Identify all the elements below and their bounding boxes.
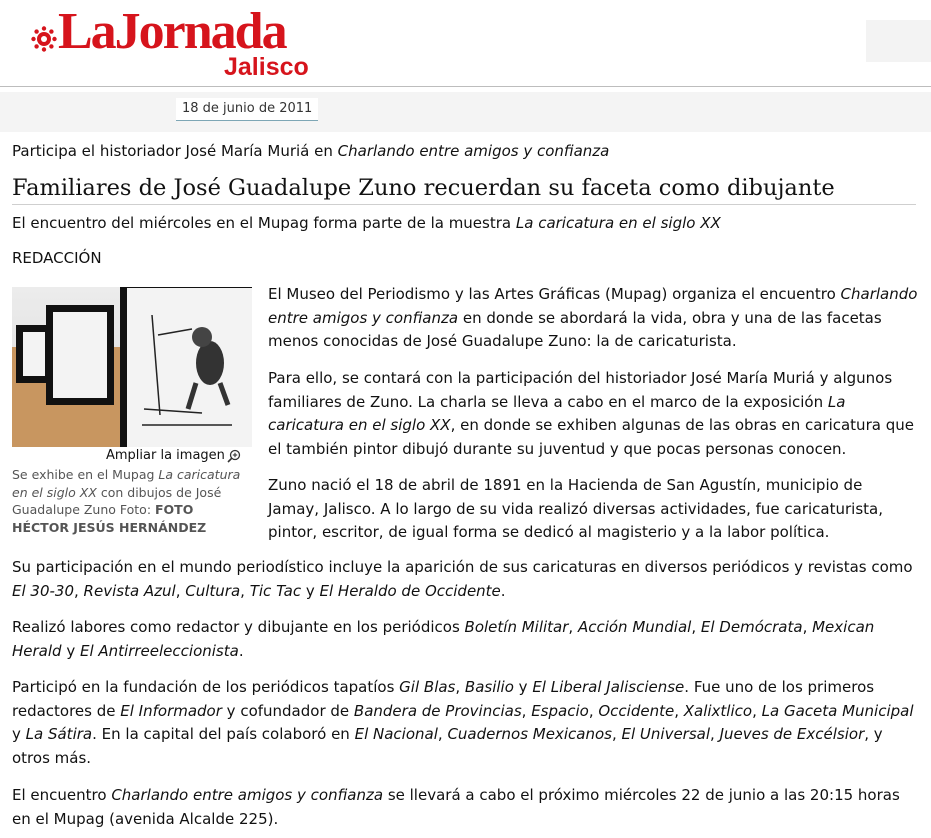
paragraph-italic: Jueves de Excélsior xyxy=(719,725,865,743)
paragraph-italic: Revista Azul xyxy=(83,581,176,600)
paragraph-text: , xyxy=(802,618,813,636)
paragraph-text: Para ello, se contará con la participación del historiador José María Muriá y algunos familiares de Zuno. La charla se lleva a cabo en el marco de la exposición xyxy=(268,369,893,411)
paragraph-italic: Espacio xyxy=(531,701,589,720)
paragraph-text: , xyxy=(691,618,701,636)
paragraph-italic: Xalixtlico xyxy=(683,701,753,720)
paragraph-italic: Basilio xyxy=(464,678,514,696)
article-subhead xyxy=(12,212,721,234)
date-band xyxy=(0,92,931,132)
caption-text-2: con dibujos de José Guadalupe Zuno Foto: xyxy=(12,484,222,517)
masthead xyxy=(0,0,931,88)
paragraph-italic: El Universal xyxy=(621,725,711,743)
kicker-italic: Charlando entre amigos y confianza xyxy=(337,142,610,160)
article-headline: Familiares de José Guadalupe Zuno recuerdan su faceta como dibujante xyxy=(12,174,916,205)
paragraph-italic: El Informador xyxy=(120,701,222,720)
paragraph-text: El Museo del Periodismo y las Artes Gráficas (Mupag) organiza el encuentro xyxy=(268,285,841,303)
paragraph-italic: El Liberal Jalisciense xyxy=(532,678,685,696)
paragraph-italic: Mexican Herald xyxy=(12,618,875,660)
paragraph-text: . xyxy=(238,641,244,660)
publication-date: 18 de junio de 2011 xyxy=(176,98,318,121)
paragraph-text: Zuno nació el 18 de abril de 1891 en la Hacienda de San Agustín, municipio de Jamay, Jalisco. A lo largo de su vida realizó diversas actividades, fue caricaturista, pintor, escritor, de igual forma se dedicó al magisterio y a la labor política. xyxy=(268,476,883,541)
paragraph-text: , xyxy=(710,725,720,743)
paragraph-text: en donde se abordará la vida, obra y una de las facetas menos conocidas de José Guadalupe Zuno: la de caricaturista. xyxy=(268,308,882,350)
paragraph-italic: Acción Mundial xyxy=(577,618,692,636)
paragraph-text: , xyxy=(240,581,250,600)
paragraph-text: y xyxy=(12,725,26,743)
article-kicker xyxy=(12,140,609,162)
magnifier-plus-icon[interactable] xyxy=(227,449,241,463)
sun-logo-icon xyxy=(31,26,57,52)
article-paragraph xyxy=(268,367,918,461)
paragraph-text: y xyxy=(301,581,320,600)
paragraph-text: Participó en la fundación de los periódicos tapatíos xyxy=(12,678,400,696)
paragraph-italic: La Gaceta Municipal xyxy=(761,701,914,720)
article-paragraph xyxy=(268,283,918,354)
paragraph-italic: Occidente xyxy=(598,701,675,720)
paragraph-italic: El Antirreeleccionista xyxy=(79,641,239,660)
paragraph-text: y cofundador de xyxy=(221,701,354,720)
paragraph-italic: Cuadernos Mexicanos xyxy=(447,725,612,743)
paragraph-text: y xyxy=(513,678,533,696)
paragraph-italic: El Demócrata xyxy=(700,618,803,636)
photo-caption xyxy=(12,466,252,536)
paragraph-text: Realizó labores como redactor y dibujante en los periódicos xyxy=(12,618,465,636)
subhead-italic: La caricatura en el siglo XX xyxy=(515,214,721,232)
header-divider xyxy=(0,86,931,87)
paragraph-text: . En la capital del país colaboró en xyxy=(92,725,355,743)
paragraph-text: , xyxy=(521,701,532,720)
paragraph-text: , xyxy=(674,701,684,720)
paragraph-text: , xyxy=(175,581,186,600)
photo-frame-middle xyxy=(46,305,114,405)
paragraph-text: , xyxy=(752,701,762,720)
caption-credit: FOTO HÉCTOR JESÚS HERNÁNDEZ xyxy=(12,502,207,535)
paragraph-text: , xyxy=(455,678,465,696)
paragraph-text: . xyxy=(500,581,506,600)
kicker-text: Participa el historiador José María Muriá en xyxy=(12,142,338,160)
paragraph-text: , xyxy=(568,618,578,636)
zoom-label[interactable]: Ampliar la imagen xyxy=(106,448,225,463)
paragraph-italic: El Heraldo de Occidente xyxy=(319,581,501,600)
paragraph-italic: Charlando entre amigos y confianza xyxy=(268,285,918,327)
paragraph-text: , y otros más. xyxy=(12,725,883,767)
paragraph-italic: El 30-30 xyxy=(12,581,74,600)
logo-jalisco[interactable]: Jalisco xyxy=(224,53,309,81)
paragraph-italic: Boletín Militar xyxy=(464,618,569,636)
photo-drawing xyxy=(132,305,242,435)
caption-italic: La caricatura en el siglo XX xyxy=(12,467,241,500)
article-paragraph xyxy=(12,616,917,663)
article-paragraph xyxy=(12,784,917,831)
paragraph-text: , en donde se exhiben algunas de las obras en caricatura que el también pintor dibujó durante su juventud y que pocas personas conocen. xyxy=(268,416,914,458)
subhead-text: El encuentro del miércoles en el Mupag forma parte de la muestra xyxy=(12,214,516,232)
paragraph-italic: El Nacional xyxy=(354,725,438,743)
paragraph-text: El encuentro xyxy=(12,786,112,804)
paragraph-text: , xyxy=(611,725,622,743)
paragraph-text: , xyxy=(588,701,599,720)
paragraph-italic: Bandera de Provincias xyxy=(353,701,522,720)
paragraph-italic: Tic Tac xyxy=(249,581,302,600)
caption-text: Se exhibe en el Mupag xyxy=(12,467,159,482)
paragraph-text: se llevará a cabo el próximo miércoles 22 de junio a las 20:15 horas en el Mupag (avenida Alcalde 225). xyxy=(12,786,900,828)
paragraph-italic: Charlando entre amigos y confianza xyxy=(111,786,384,804)
article-paragraph xyxy=(12,676,917,770)
paragraph-text: . Fue uno de los primeros redactores de xyxy=(12,678,875,720)
article-byline: REDACCIÓN xyxy=(12,249,102,267)
paragraph-italic: Gil Blas xyxy=(399,678,456,696)
article-paragraph xyxy=(12,556,917,603)
paragraph-text: y xyxy=(61,641,80,660)
article-paragraph xyxy=(268,474,918,545)
paragraph-italic: La Sátira xyxy=(25,725,93,743)
paragraph-text: , xyxy=(437,725,448,743)
paragraph-italic: Cultura xyxy=(185,581,241,600)
header-ad-slot xyxy=(866,20,931,62)
paragraph-italic: La caricatura en el siglo XX xyxy=(268,392,846,434)
paragraph-text: , xyxy=(74,581,84,600)
paragraph-text: Su participación en el mundo periodístico incluye la aparición de sus caricaturas en diversos periódicos y revistas como xyxy=(12,558,913,576)
article-photo[interactable] xyxy=(12,287,252,447)
zoom-image-link[interactable] xyxy=(106,448,241,464)
logo-la-jornada[interactable]: LaJornada xyxy=(58,3,286,60)
